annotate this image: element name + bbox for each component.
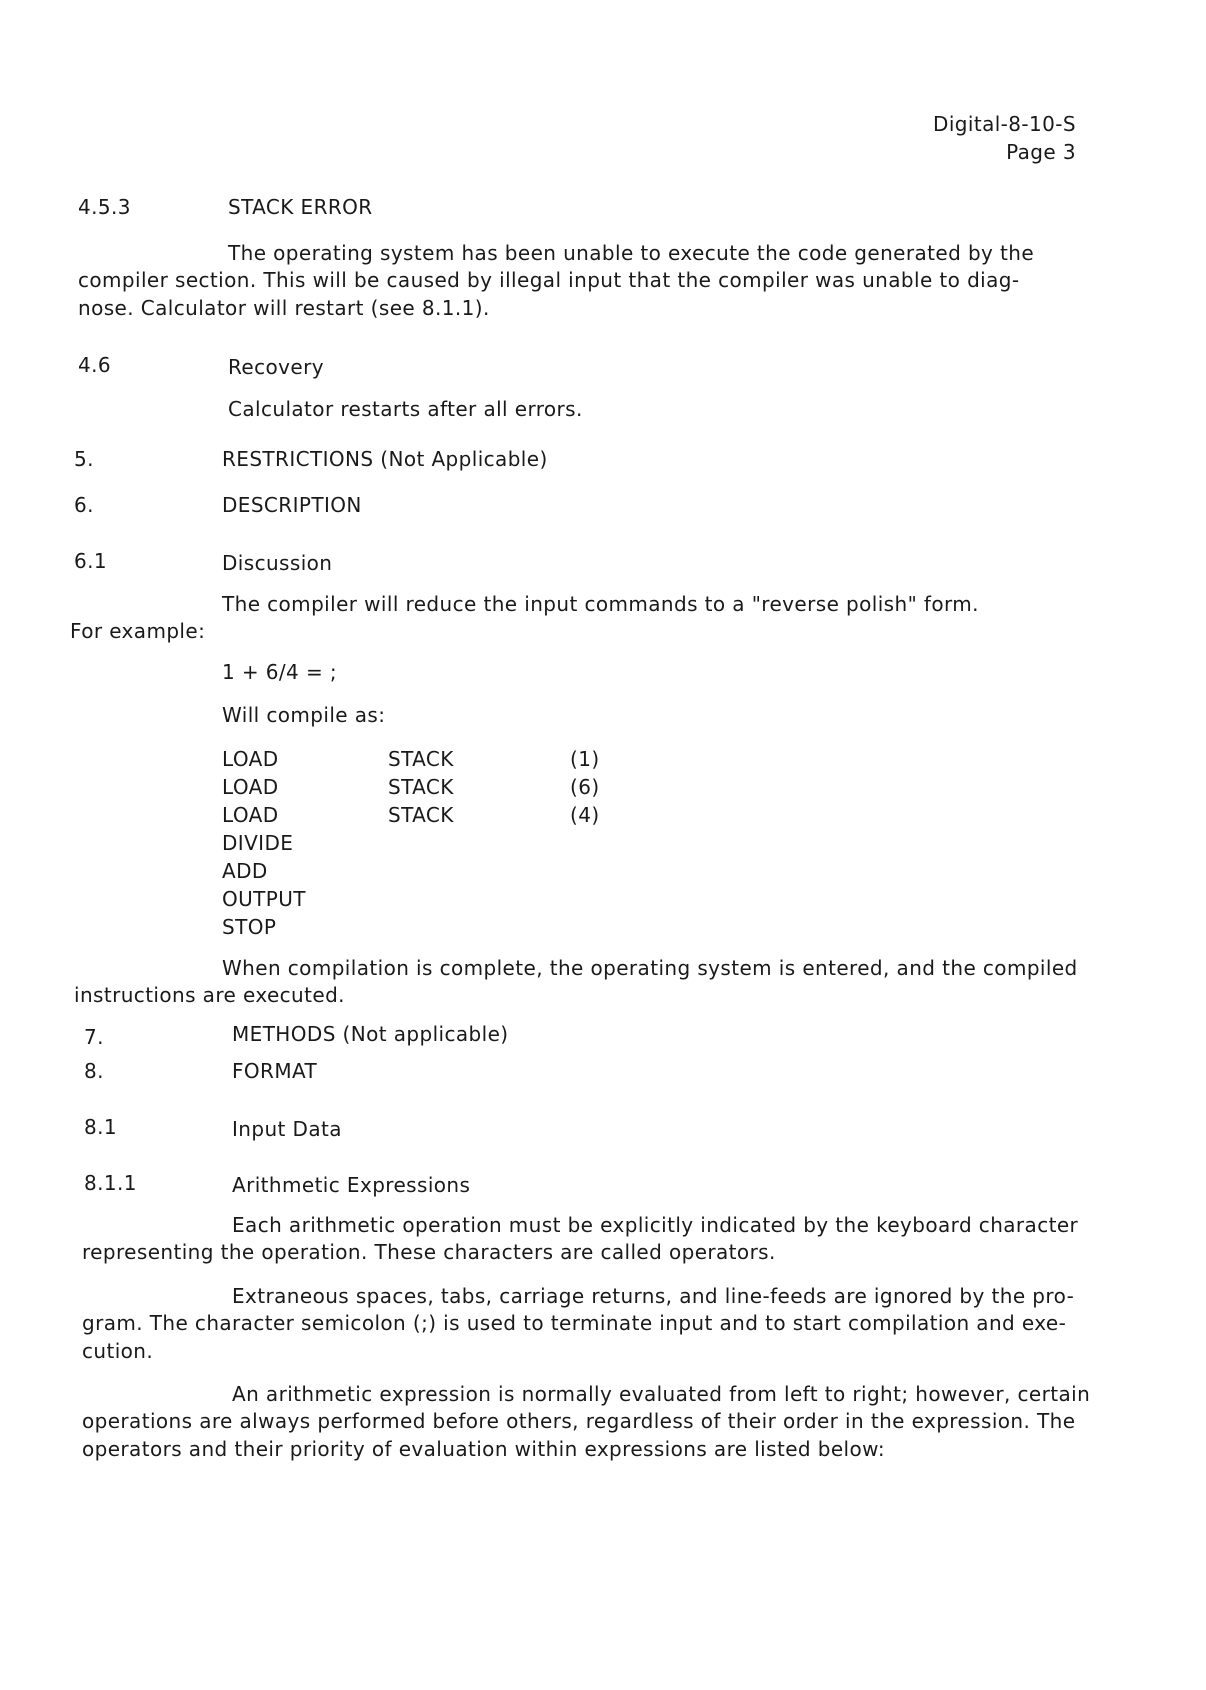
code-op: DIVIDE <box>222 831 294 855</box>
paragraph-line: operations are always performed before others, regardless of their order in the expression. The <box>82 1409 1076 1433</box>
document-id: Digital-8-10-S <box>933 112 1076 136</box>
section-title-description: DESCRIPTION <box>222 493 362 517</box>
paragraph-line: compiler section. This will be caused by illegal input that the compiler was unable to diag- <box>78 268 1020 292</box>
paragraph-line: When compilation is complete, the operating system is entered, and the compiled <box>222 956 1078 980</box>
code-op: STOP <box>222 915 277 939</box>
section-title-format: FORMAT <box>232 1059 318 1083</box>
section-number-6-1: 6.1 <box>74 549 108 573</box>
paragraph-line: nose. Calculator will restart (see 8.1.1). <box>78 296 490 320</box>
paragraph-line: representing the operation. These characters are called operators. <box>82 1240 776 1264</box>
section-title-discussion: Discussion <box>222 551 333 575</box>
section-number-8: 8. <box>84 1059 104 1083</box>
example-expression: 1 + 6/4 = ; <box>222 660 337 684</box>
code-op: OUTPUT <box>222 887 306 911</box>
section-number-4-6: 4.6 <box>78 353 112 377</box>
paragraph-line: operators and their priority of evaluation within expressions are listed below: <box>82 1437 885 1461</box>
paragraph-line: An arithmetic expression is normally evaluated from left to right; however, certain <box>232 1382 1091 1406</box>
paragraph-line: Calculator restarts after all errors. <box>228 397 583 421</box>
section-number-8-1: 8.1 <box>84 1115 118 1139</box>
section-number-6: 6. <box>74 493 94 517</box>
paragraph-line: Each arithmetic operation must be explicitly indicated by the keyboard character <box>232 1213 1079 1237</box>
paragraph-line: instructions are executed. <box>74 983 345 1007</box>
section-title-stack-error: STACK ERROR <box>228 195 373 219</box>
code-val: (4) <box>570 803 600 827</box>
code-arg: STACK <box>388 803 454 827</box>
code-val: (6) <box>570 775 600 799</box>
paragraph-line: cution. <box>82 1339 154 1363</box>
page-number: Page 3 <box>1006 140 1076 164</box>
section-title-arithmetic-expressions: Arithmetic Expressions <box>232 1173 471 1197</box>
paragraph-line: gram. The character semicolon (;) is used to terminate input and to start compilation and exe- <box>82 1311 1067 1335</box>
compile-label: Will compile as: <box>222 703 386 727</box>
code-op: LOAD <box>222 747 279 771</box>
paragraph-line: For example: <box>70 619 206 643</box>
section-number-4-5-3: 4.5.3 <box>78 195 131 219</box>
code-val: (1) <box>570 747 600 771</box>
paragraph-line: The compiler will reduce the input commands to a "reverse polish" form. <box>222 592 979 616</box>
code-op: ADD <box>222 859 268 883</box>
code-op: LOAD <box>222 775 279 799</box>
code-arg: STACK <box>388 775 454 799</box>
section-title-recovery: Recovery <box>228 355 324 379</box>
section-title-methods: METHODS (Not applicable) <box>232 1022 509 1046</box>
code-op: LOAD <box>222 803 279 827</box>
paragraph-line: The operating system has been unable to execute the code generated by the <box>228 241 1035 265</box>
section-title-restrictions: RESTRICTIONS (Not Applicable) <box>222 447 548 471</box>
paragraph-line: Extraneous spaces, tabs, carriage returns, and line-feeds are ignored by the pro- <box>232 1284 1075 1308</box>
section-number-5: 5. <box>74 447 94 471</box>
section-title-input-data: Input Data <box>232 1117 342 1141</box>
section-number-7: 7. <box>84 1025 104 1049</box>
section-number-8-1-1: 8.1.1 <box>84 1171 137 1195</box>
code-arg: STACK <box>388 747 454 771</box>
